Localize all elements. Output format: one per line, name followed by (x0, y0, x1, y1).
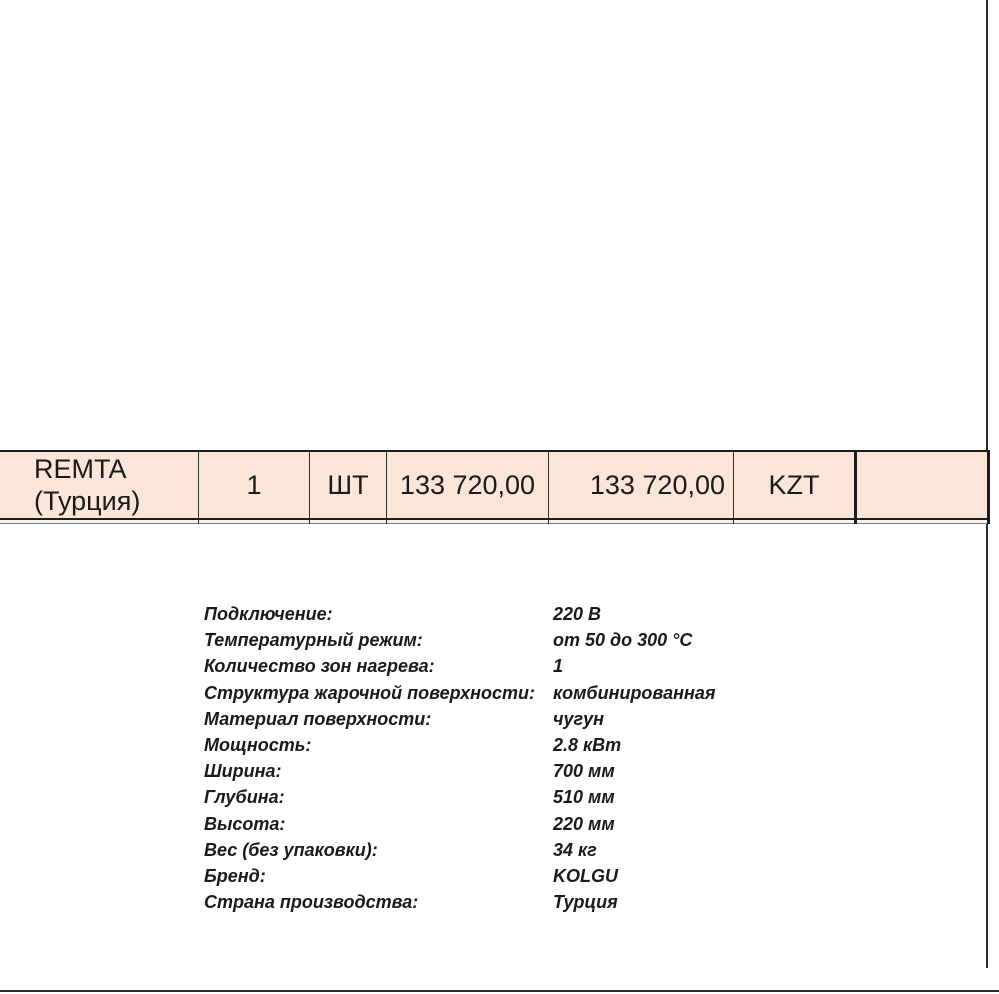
spec-row (204, 837, 904, 863)
spec-value: 1 (553, 656, 564, 677)
spec-row (204, 758, 904, 784)
spec-row (204, 784, 904, 810)
spec-row (204, 889, 904, 915)
spec-value: 220 В (553, 604, 602, 624)
spec-value: 220 мм (553, 813, 615, 834)
spec-value: 700 мм (553, 761, 615, 782)
total-cell: 133 720,00 (589, 469, 725, 500)
spec-label: Бренд: (204, 865, 266, 886)
spec-value: чугун (553, 708, 604, 729)
unit-cell: ШТ (327, 469, 369, 500)
note-cell (857, 452, 987, 518)
spec-label: Страна производства: (204, 892, 419, 913)
spec-value: от 50 до 300 °С (553, 630, 693, 651)
spec-label: Количество зон нагрева: (204, 656, 435, 677)
page-bottom-border (0, 990, 999, 992)
specifications-list (204, 601, 904, 915)
spec-row (204, 627, 904, 653)
currency-cell: KZT (768, 469, 820, 500)
spec-label: Высота: (204, 813, 286, 834)
spec-value: Турция (553, 892, 618, 913)
spec-value: комбинированная (553, 682, 716, 703)
spec-label: Температурный режим: (204, 630, 423, 651)
spec-row (204, 706, 904, 732)
spec-label: Подключение: (204, 604, 333, 624)
spec-row (204, 863, 904, 889)
spec-row (204, 680, 904, 706)
column-divider (987, 452, 990, 524)
spec-label: Мощность: (204, 734, 312, 755)
spec-value: KOLGU (553, 865, 618, 886)
supplier-cell: REMTA (Турция) (34, 454, 141, 516)
spec-value: 2.8 кВт (553, 734, 622, 755)
spec-row (204, 653, 904, 679)
spec-row (204, 732, 904, 758)
spec-label: Материал поверхности: (204, 708, 432, 729)
spec-label: Вес (без упаковки): (204, 839, 378, 860)
item-row-underline (0, 520, 990, 524)
spec-value: 34 кг (553, 839, 597, 860)
spec-value: 510 мм (553, 787, 615, 808)
spec-label: Ширина: (204, 761, 282, 782)
quantity-cell: 1 (246, 469, 262, 500)
spec-row (204, 601, 904, 627)
spec-row (204, 811, 904, 837)
spec-label: Глубина: (204, 787, 285, 808)
spec-label: Структура жарочной поверхности: (204, 682, 536, 703)
price-cell: 133 720,00 (399, 469, 536, 500)
